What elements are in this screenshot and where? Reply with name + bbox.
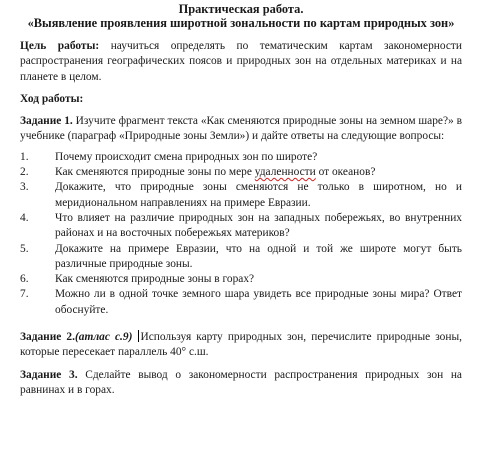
- progress-heading: Ход работы:: [20, 92, 84, 105]
- list-item-number: 5.: [20, 242, 29, 255]
- list-item-number: 1.: [20, 150, 29, 163]
- list-item-text: Почему происходит смена природных зон по широте?: [55, 150, 318, 163]
- doc-subtitle: «Выявление проявления широтной зональности по картам природных зон»: [27, 16, 455, 30]
- list-item-number: 7.: [20, 288, 29, 301]
- list-item: [20, 242, 462, 273]
- list-item: [20, 165, 462, 180]
- list-item: [20, 272, 462, 287]
- list-item-number: 4.: [20, 211, 29, 224]
- list-item-text: Докажите, что природные зоны сменяются не только в широтном, но и меридиональном направлениях на примере Евразии.: [55, 181, 462, 209]
- spellcheck-marked-word: удаленности: [254, 166, 316, 179]
- list-item-number: 3.: [20, 181, 29, 194]
- list-item: [20, 287, 462, 318]
- list-item-text: Можно ли в одной точке земного шара увидеть все природные зоны мира? Ответ обоснуйте.: [55, 288, 462, 316]
- list-item-number: 2.: [20, 166, 29, 179]
- task3-paragraph: [20, 368, 462, 399]
- goal-paragraph: [20, 39, 462, 85]
- list-item: [20, 180, 462, 211]
- task3-text: Сделайте вывод о закономерности распространения природных зон на равнинах и в горах.: [20, 368, 462, 396]
- task2-atlas-ref: (атлас с.9): [74, 331, 133, 344]
- list-item-number: 6.: [20, 273, 29, 286]
- questions-list: [20, 150, 462, 318]
- goal-label: Цель работы:: [20, 40, 100, 52]
- list-item-text: Как сменяются природные зоны по мере удаленности от океанов?: [55, 166, 376, 179]
- list-item: [20, 211, 462, 242]
- task2-label: Задание 2.: [20, 331, 75, 344]
- goal-text: научиться определять по тематическим картам закономерности распространения географических поясов и природных зон на отдельных материках и на планете в целом.: [20, 40, 462, 83]
- list-item-text: Докажите на примере Евразии, что на одной и той же широте могут быть различные природные зоны.: [55, 242, 462, 270]
- task2-text: Используя карту природных зон, перечислите природные зоны, которые пересекает параллель 40° с.ш.: [20, 331, 462, 359]
- task1-label: Задание 1.: [20, 115, 73, 128]
- task1-text: Изучите фрагмент текста «Как сменяются природные зоны на земном шаре?» в учебнике (параграф «Природные зоны Земли») и дайте ответы на следующие вопросы:: [20, 115, 462, 143]
- doc-title: Практическая работа.: [178, 2, 304, 16]
- task1-paragraph: [20, 114, 462, 145]
- task2-paragraph: [20, 330, 462, 361]
- list-item-text: Что влияет на различие природных зон на западных побережьях, во внутренних районах и на восточных побережьях материков?: [55, 211, 462, 240]
- list-item: [20, 150, 462, 165]
- task3-label: Задание 3.: [20, 368, 78, 381]
- list-item-text: Как сменяются природные зоны в горах?: [55, 273, 255, 286]
